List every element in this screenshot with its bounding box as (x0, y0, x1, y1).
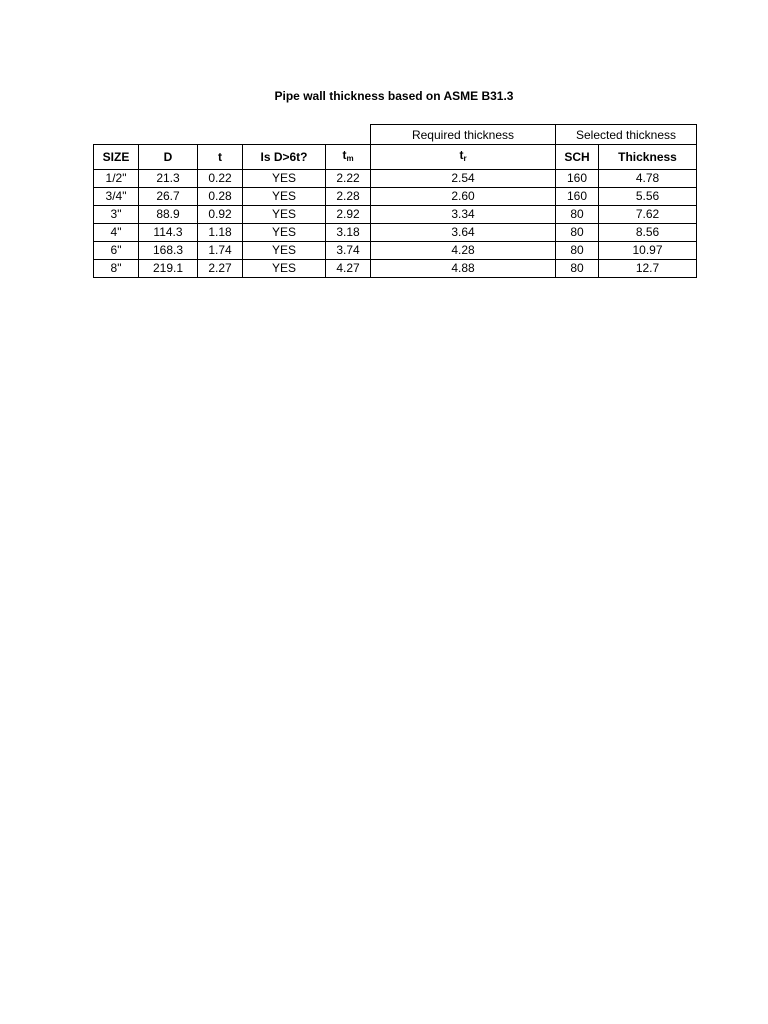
document-title: Pipe wall thickness based on ASME B31.3 (274, 89, 514, 103)
cell-tm: 3.74 (326, 242, 371, 260)
pipe-thickness-table (93, 124, 697, 278)
group-header-spacer (94, 125, 371, 145)
cell-t: 0.28 (198, 188, 243, 206)
header-tm (326, 145, 371, 170)
cell-check: YES (243, 170, 326, 188)
cell-tm: 2.92 (326, 206, 371, 224)
header-tr-subscript: r (463, 154, 467, 163)
cell-t: 2.27 (198, 260, 243, 278)
cell-sch: 160 (556, 188, 599, 206)
header-sch: SCH (556, 145, 599, 170)
cell-sch: 80 (556, 260, 599, 278)
cell-tr: 2.54 (371, 170, 556, 188)
cell-check: YES (243, 260, 326, 278)
cell-t: 0.92 (198, 206, 243, 224)
cell-thickness: 10.97 (599, 242, 697, 260)
cell-size: 3/4" (94, 188, 139, 206)
cell-size: 1/2" (94, 170, 139, 188)
cell-thickness: 8.56 (599, 224, 697, 242)
cell-tm: 2.28 (326, 188, 371, 206)
cell-t: 0.22 (198, 170, 243, 188)
table-row (94, 170, 697, 188)
cell-size: 3" (94, 206, 139, 224)
cell-thickness: 7.62 (599, 206, 697, 224)
cell-tr: 4.88 (371, 260, 556, 278)
cell-thickness: 4.78 (599, 170, 697, 188)
header-size: SIZE (94, 145, 139, 170)
cell-d: 26.7 (139, 188, 198, 206)
cell-size: 8" (94, 260, 139, 278)
cell-d: 88.9 (139, 206, 198, 224)
cell-d: 21.3 (139, 170, 198, 188)
header-tm-subscript: m (346, 154, 354, 163)
cell-sch: 80 (556, 242, 599, 260)
cell-sch: 80 (556, 206, 599, 224)
table-row (94, 206, 697, 224)
header-d: D (139, 145, 198, 170)
header-tr (371, 145, 556, 170)
cell-d: 168.3 (139, 242, 198, 260)
header-tr-base: t (459, 148, 464, 162)
selected-thickness-header: Selected thickness (556, 125, 697, 145)
required-thickness-header: Required thickness (371, 125, 556, 145)
cell-tr: 3.64 (371, 224, 556, 242)
cell-tm: 3.18 (326, 224, 371, 242)
header-tm-base: t (342, 148, 347, 162)
cell-thickness: 12.7 (599, 260, 697, 278)
column-header-row (94, 145, 697, 170)
table-row (94, 242, 697, 260)
cell-thickness: 5.56 (599, 188, 697, 206)
table-row (94, 224, 697, 242)
group-header-row (94, 125, 697, 145)
cell-size: 6" (94, 242, 139, 260)
table-row (94, 260, 697, 278)
header-is-d-gt-6t: Is D>6t? (243, 145, 326, 170)
table-row (94, 188, 697, 206)
cell-t: 1.18 (198, 224, 243, 242)
cell-tm: 4.27 (326, 260, 371, 278)
cell-sch: 160 (556, 170, 599, 188)
cell-d: 114.3 (139, 224, 198, 242)
cell-size: 4" (94, 224, 139, 242)
cell-check: YES (243, 224, 326, 242)
cell-tr: 2.60 (371, 188, 556, 206)
header-thickness: Thickness (599, 145, 697, 170)
cell-check: YES (243, 188, 326, 206)
cell-sch: 80 (556, 224, 599, 242)
cell-tr: 3.34 (371, 206, 556, 224)
header-t: t (198, 145, 243, 170)
cell-d: 219.1 (139, 260, 198, 278)
cell-tr: 4.28 (371, 242, 556, 260)
cell-t: 1.74 (198, 242, 243, 260)
cell-check: YES (243, 206, 326, 224)
cell-check: YES (243, 242, 326, 260)
cell-tm: 2.22 (326, 170, 371, 188)
